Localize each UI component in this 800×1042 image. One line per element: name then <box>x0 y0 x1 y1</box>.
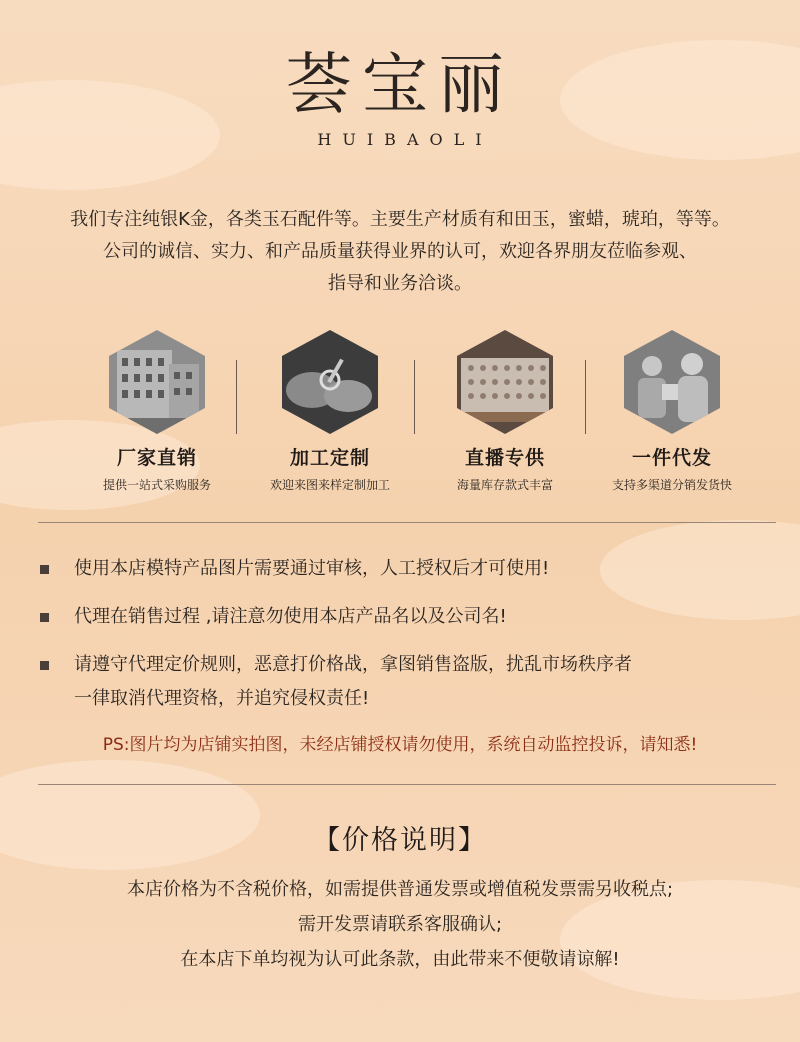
brand-logo <box>0 46 800 149</box>
feature-live-stream-supply <box>420 330 590 493</box>
price-description <box>0 872 800 977</box>
section-divider <box>38 522 776 523</box>
notice-text: 一律取消代理资格，并追究侵权责任! <box>74 688 370 709</box>
brand-name-en: HUIBAOLI <box>317 130 493 149</box>
agent-notice-list <box>40 552 780 730</box>
feature-row <box>0 330 800 490</box>
section-divider <box>38 784 776 785</box>
notice-text: 使用本店模特产品图片需要通过审核，人工授权后才可使用! <box>74 558 550 579</box>
jewelry-crafting-photo-icon <box>282 330 378 434</box>
price-line: 本店价格为不含税价格，如需提供普通发票或增值税发票需另收税点; <box>126 879 674 900</box>
feature-subtitle: 欢迎来图来样定制加工 <box>269 478 390 492</box>
feature-title: 直播专供 <box>464 447 545 469</box>
feature-factory-direct <box>72 330 242 493</box>
feature-divider <box>585 360 586 434</box>
square-bullet-icon <box>40 565 49 574</box>
feature-title: 厂家直销 <box>116 447 197 469</box>
price-section-title: 【价格说明】 <box>313 825 487 856</box>
factory-building-photo-icon <box>109 330 205 434</box>
notice-text: 请遵守代理定价规则，恶意打价格战，拿图销售盗版，扰乱市场秩序者 <box>74 654 632 675</box>
square-bullet-icon <box>40 661 49 670</box>
feature-subtitle: 提供一站式采购服务 <box>102 478 211 492</box>
square-bullet-icon <box>40 613 49 622</box>
company-intro <box>0 204 800 300</box>
intro-line: 指导和业务洽谈。 <box>328 273 472 294</box>
feature-title: 一件代发 <box>631 447 712 469</box>
delivery-person-photo-icon <box>624 330 720 434</box>
intro-line: 我们专注纯银K金，各类玉石配件等。主要生产材质有和田玉，蜜蜡，琥珀，等等。 <box>70 209 730 230</box>
notice-item <box>40 648 780 716</box>
brand-name-cn: 荟宝丽 <box>286 46 514 123</box>
feature-title: 加工定制 <box>289 447 370 469</box>
feature-divider <box>236 360 237 434</box>
notice-item <box>40 600 780 634</box>
feature-subtitle: 支持多渠道分销发货快 <box>611 478 732 492</box>
feature-drop-shipping <box>587 330 757 493</box>
intro-line: 公司的诚信、实力、和产品质量获得业界的认可，欢迎各界朋友莅临参观、 <box>103 241 697 262</box>
ps-warning: PS:图片均为店铺实拍图，未经店铺授权请勿使用，系统自动监控投诉，请知悉! <box>102 735 698 755</box>
price-line: 在本店下单均视为认可此条款，由此带来不便敬请谅解! <box>180 949 620 970</box>
notice-item <box>40 552 780 586</box>
feature-custom-processing <box>245 330 415 493</box>
price-line: 需开发票请联系客服确认; <box>297 914 503 935</box>
notice-text: 代理在销售过程 ,请注意勿使用本店产品名以及公司名! <box>74 606 507 627</box>
jewelry-display-tray-photo-icon <box>457 330 553 434</box>
feature-subtitle: 海量库存款式丰富 <box>456 478 553 492</box>
feature-divider <box>414 360 415 434</box>
